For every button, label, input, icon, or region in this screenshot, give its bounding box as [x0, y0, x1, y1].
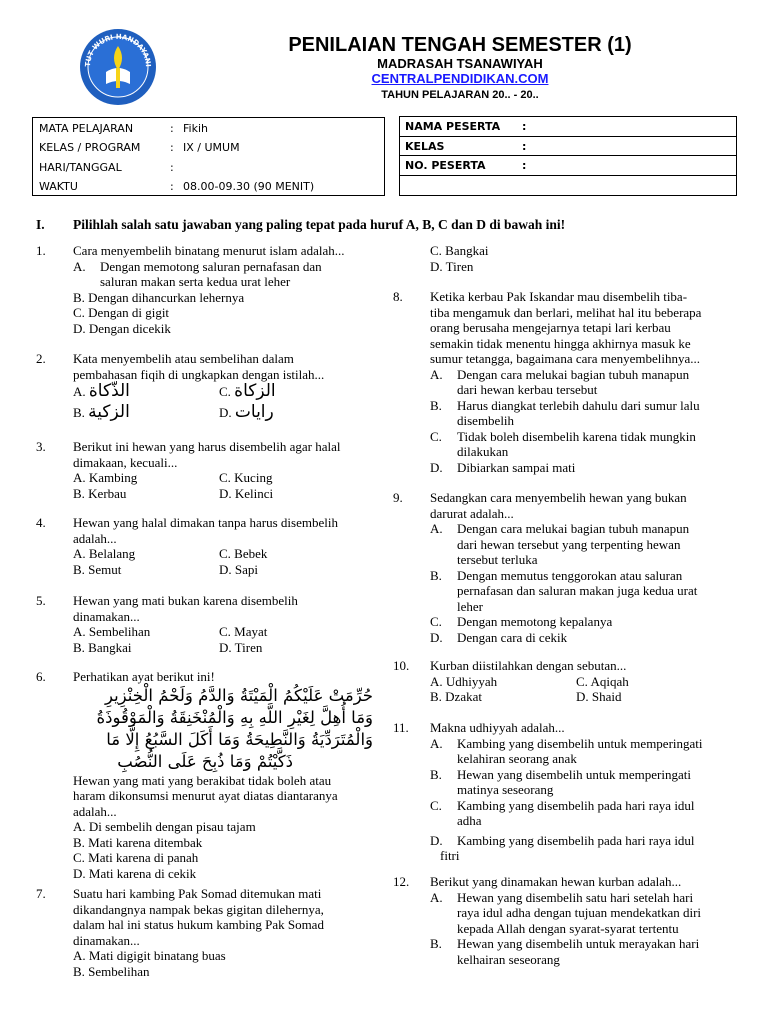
- option-a[interactable]: A. Dengan memotong saluran pernafasan dan saluran makan serta kedua urat leher: [73, 258, 322, 289]
- question-text: sumur tetangga, bagaimana cara menyembelihnya...: [430, 351, 701, 366]
- option-a[interactable]: A. Udhiyyah: [430, 673, 498, 689]
- option-c[interactable]: C. Kambing yang disembelih pada hari raya idul adha: [430, 797, 695, 828]
- option-b[interactable]: B. Dengan memutus tenggorokan atau saluran pernafasan dan saluran makan juga kedua urat leher: [430, 567, 698, 614]
- question-text: haram dikonsumsi menurut ayat diatas diantaranya: [73, 788, 338, 803]
- question-text: Berikut yang dinamakan hewan kurban adalah...: [430, 874, 682, 889]
- tut-wuri-handayani-logo: [78, 28, 158, 106]
- participant-info-table: [399, 116, 737, 196]
- option-b[interactable]: B. Hewan yang disembelih untuk memperingati matinya seseorang: [430, 766, 691, 797]
- question-text: orang berusaha mengejarnya tetapi lari kerbau: [430, 320, 671, 335]
- option-c[interactable]: C. Kucing: [219, 470, 273, 485]
- option-d[interactable]: D. Mati karena di cekik: [73, 865, 197, 881]
- option-c[interactable]: C. Bebek: [219, 546, 268, 561]
- option-b[interactable]: B. Dzakat: [430, 689, 482, 704]
- school-name: MADRASAH TSANAWIYAH: [377, 56, 543, 71]
- question-text: dikandangnya nampak bekas gigitan dilehernya,: [73, 901, 324, 917]
- option-b[interactable]: B. Dengan dihancurkan lehernya: [73, 289, 245, 305]
- question-text: dalam hal ini status hukum kambing Pak Somad: [73, 917, 324, 932]
- option-c[interactable]: C. Mati karena di panah: [73, 850, 199, 865]
- option-c[interactable]: C. Aqiqah: [576, 673, 629, 689]
- option-a[interactable]: A. Mati digigit binatang buas: [73, 948, 226, 963]
- question-text: adalah...: [73, 530, 117, 546]
- participant-class-field[interactable]: KELAS :: [400, 137, 736, 157]
- option-a[interactable]: A. Belalang: [73, 546, 136, 561]
- question-text: Cara menyembelih binatang menurut islam adalah...: [73, 243, 345, 258]
- option-c[interactable]: C. الزكاة: [219, 381, 276, 401]
- question-text: Kata menyembelih atau sembelihan dalam: [73, 351, 294, 366]
- question-text: Berikut ini hewan yang harus disembelih agar halal: [73, 439, 341, 454]
- question-text: darurat adalah...: [430, 505, 514, 521]
- option-d[interactable]: D. Dengan cara di cekik: [430, 629, 568, 645]
- question-text: Hewan yang mati bukan karena disembelih: [73, 593, 298, 608]
- option-a[interactable]: A. Hewan yang disembelih satu hari setelah hari raya idul adha dengan tujuan mendekatkan diri kepada Allah dengan syarat-syarat tertentu: [430, 889, 702, 936]
- option-c[interactable]: C. Bangkai: [430, 243, 489, 258]
- option-b[interactable]: B. Mati karena ditembak: [73, 834, 203, 850]
- academic-year: TAHUN PELAJARAN 20.. - 20..: [381, 89, 539, 101]
- question-text: semakin tidak menentu hingga akhirnya masuk ke: [430, 335, 691, 351]
- logo-text: TUT WURI HANDAYANI: [83, 32, 153, 68]
- question-text: dimakaan, kecuali...: [73, 454, 178, 470]
- question-text: Hewan yang mati yang berakibat tidak boleh atau: [73, 772, 332, 788]
- option-a[interactable]: A. Kambing: [73, 470, 138, 485]
- option-d[interactable]: D. Sapi: [219, 561, 258, 577]
- option-a[interactable]: A. Dengan cara melukai bagian tubuh manapun dari hewan kerbau tersebut: [430, 366, 690, 397]
- option-a[interactable]: A. الذّكاة: [73, 381, 130, 401]
- option-c[interactable]: C. Dengan memotong kepalanya: [430, 614, 613, 629]
- option-d[interactable]: D. رايات: [219, 402, 274, 422]
- option-d[interactable]: D. Kambing yang disembelih pada hari raya idul fitri: [430, 832, 695, 863]
- option-b[interactable]: B. الزكية: [73, 402, 130, 422]
- section-number: I.: [36, 217, 45, 232]
- option-d[interactable]: D. Tiren: [219, 639, 263, 655]
- question-text: Sedangkan cara menyembelih hewan yang bukan: [430, 490, 687, 505]
- participant-number-field[interactable]: NO. PESERTA :: [400, 156, 736, 176]
- option-d[interactable]: D. Kelinci: [219, 485, 274, 501]
- option-d[interactable]: D. Tiren: [430, 258, 474, 274]
- subject-info-table: MATA PELAJARAN : Fikih KELAS / PROGRAM : IX / UMUM HARI/TANGGAL : WAKTU : 08.00-09.30 (90 MENIT): [32, 117, 385, 196]
- option-b[interactable]: B. Semut: [73, 561, 122, 577]
- question-text: Makna udhiyyah adalah...: [430, 720, 565, 735]
- question-text: Kurban diistilahkan dengan sebutan...: [430, 658, 627, 673]
- question-text: Suatu hari kambing Pak Somad ditemukan mati: [73, 886, 322, 901]
- option-b[interactable]: B. Harus diangkat terlebih dahulu dari sumur lalu disembelih: [430, 397, 700, 428]
- option-a[interactable]: A. Dengan cara melukai bagian tubuh manapun dari hewan tersebut yang terpenting hewan tersebut terluka: [430, 521, 690, 567]
- question-text: pembahasan fiqih di ungkapkan dengan istilah...: [73, 366, 325, 382]
- option-a[interactable]: A. Kambing yang disembelih untuk memperingati kelahiran seorang anak: [430, 735, 703, 766]
- exam-title: PENILAIAN TENGAH SEMESTER (1): [288, 34, 632, 56]
- option-c[interactable]: C. Mayat: [219, 624, 268, 639]
- option-b[interactable]: B. Hewan yang disembelih untuk merayakan hari kelhairan seseorang: [430, 936, 700, 967]
- question-text: Ketika kerbau Pak Iskandar mau disembelih tiba-: [430, 289, 688, 304]
- option-d[interactable]: D. Dengan dicekik: [73, 320, 171, 336]
- option-d[interactable]: D. Dibiarkan sampai mati: [430, 459, 576, 475]
- option-c[interactable]: C. Dengan di gigit: [73, 305, 170, 320]
- question-text: tiba mengamuk dan berlari, melihat hal itu beberapa: [430, 304, 702, 320]
- option-a[interactable]: A. Di sembelih dengan pisau tajam: [73, 819, 256, 834]
- option-d[interactable]: D. Shaid: [576, 689, 622, 704]
- option-c[interactable]: C. Tidak boleh disembelih karena tidak mungkin dilakukan: [430, 428, 696, 459]
- section-instruction: Pilihlah salah satu jawaban yang paling tepat pada huruf A, B, C dan D di bawah ini!: [73, 217, 566, 232]
- question-text: Hewan yang halal dimakan tanpa harus disembelih: [73, 515, 338, 530]
- participant-name-field[interactable]: NAMA PESERTA :: [400, 117, 736, 137]
- option-b[interactable]: B. Bangkai: [73, 639, 132, 655]
- option-b[interactable]: B. Kerbau: [73, 485, 127, 501]
- question-text: dinamakan...: [73, 932, 140, 948]
- question-text: adalah...: [73, 803, 117, 819]
- option-b[interactable]: B. Sembelihan: [73, 963, 150, 979]
- quran-verse: حُرِّمَتْ عَلَيْكُمُ الْمَيْتَةُ وَالدَّمُ وَلَحْمُ الْخِنْزِيرِ وَمَا أُهِلَّ لِغَيْرِ اللَّهِ بِهِ وَالْمُنْخَنِقَةُ وَالْمَوْقُوذَةُ وَالْمُتَرَدِّيَةُ وَالنَّطِيحَةُ وَمَا أَكَلَ السَّبُعُ إِلَّا مَا ذَكَّيْتُمْ وَمَا ذُبِحَ عَلَى النُّصُبِ: [96, 685, 373, 771]
- question-text: dinamakan...: [73, 608, 140, 624]
- option-a[interactable]: A. Sembelihan: [73, 624, 151, 639]
- question-text: Perhatikan ayat berikut ini!: [73, 669, 215, 684]
- website-link[interactable]: CENTRALPENDIDIKAN.COM: [371, 71, 549, 86]
